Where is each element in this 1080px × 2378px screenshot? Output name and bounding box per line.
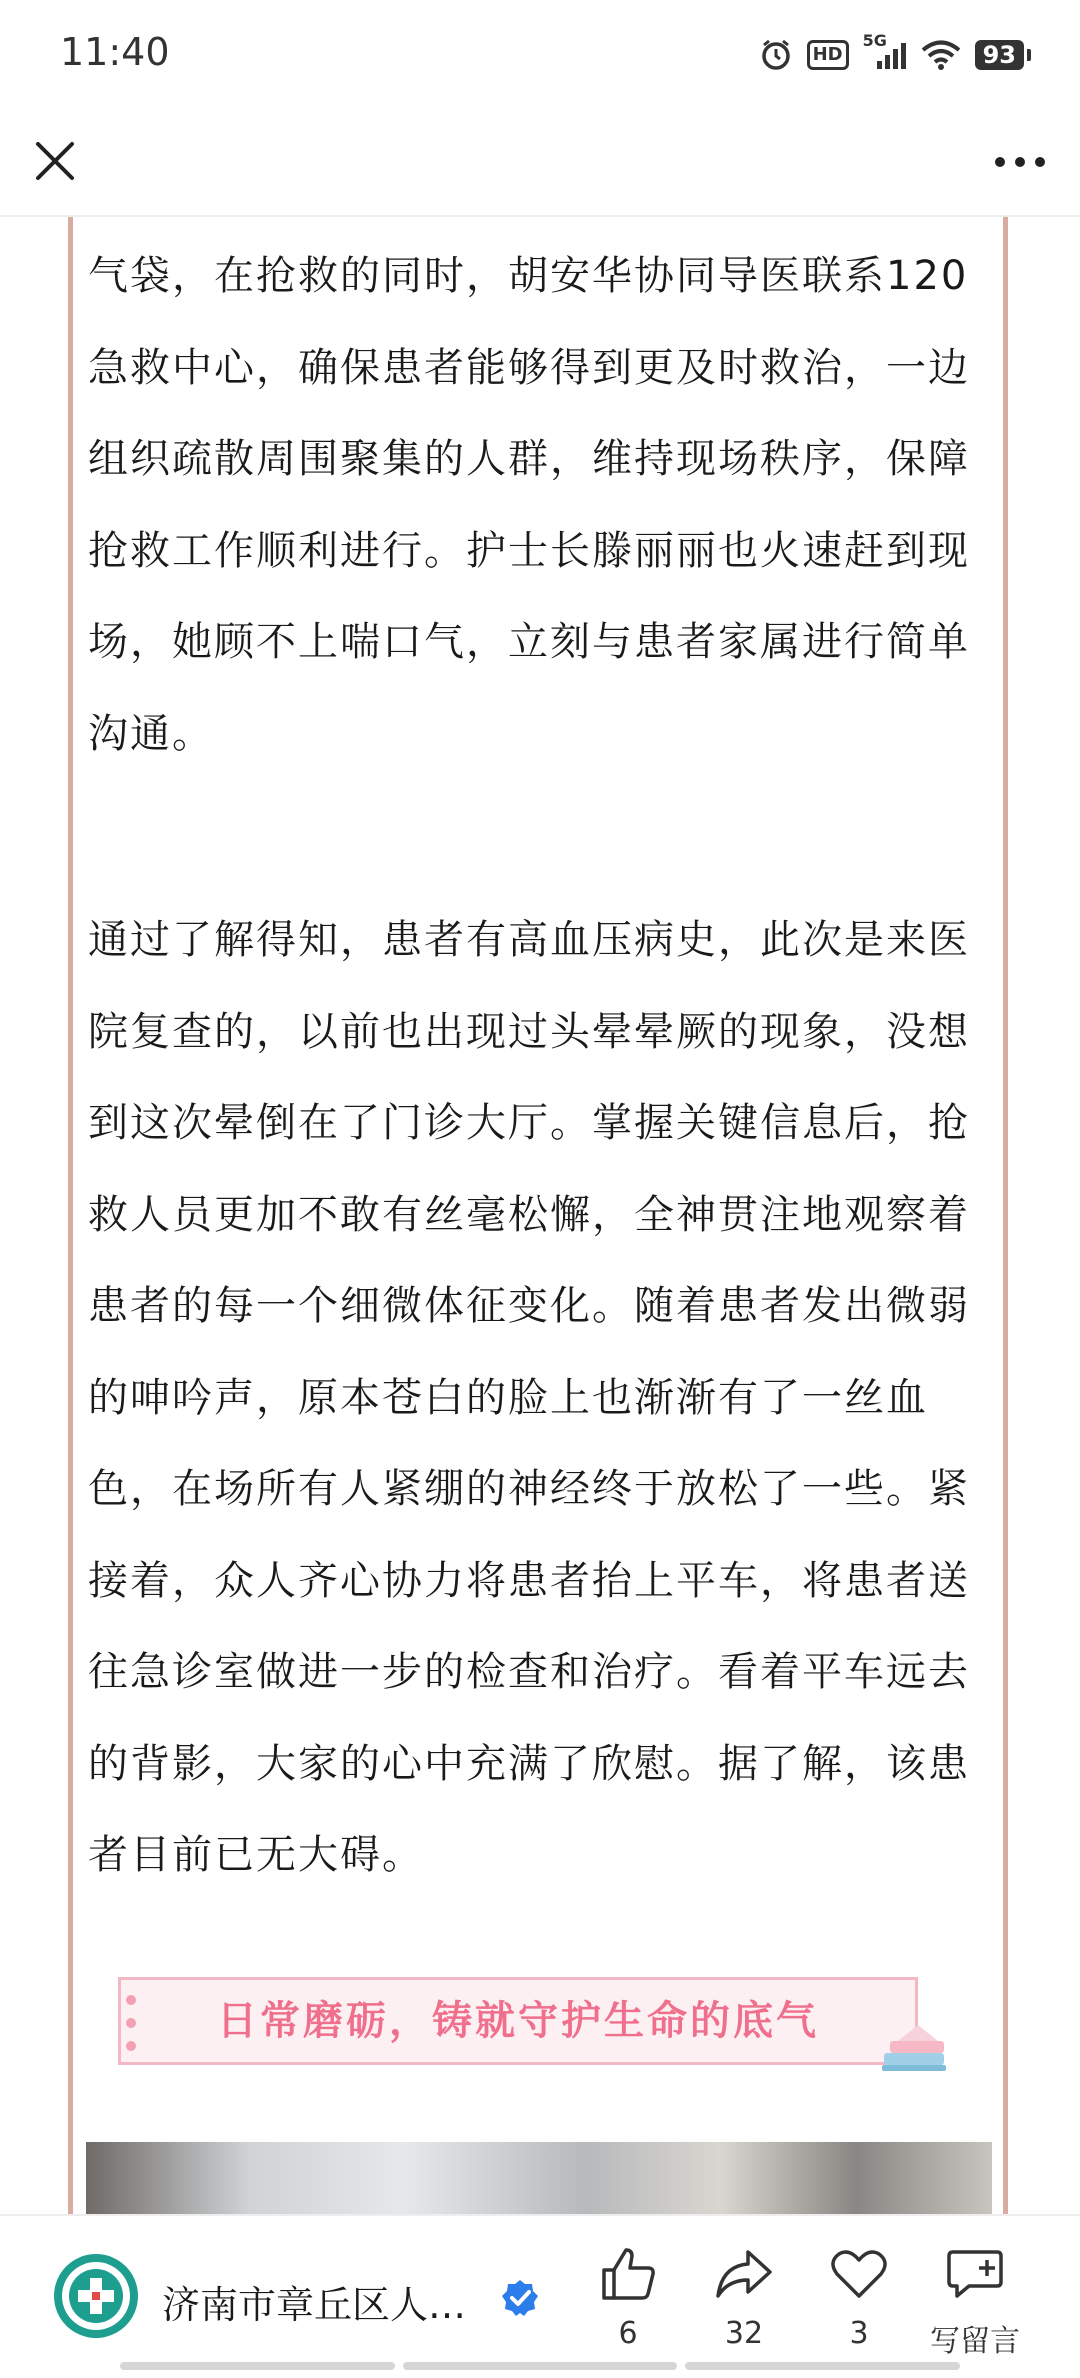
hd-badge: HD — [807, 40, 849, 70]
section-banner — [118, 1969, 918, 2069]
status-bar — [0, 0, 1080, 110]
more-icon — [990, 140, 1050, 184]
network-label: 5G — [862, 31, 887, 50]
battery-indicator: 93 — [975, 40, 1024, 70]
alarm-icon — [759, 38, 793, 72]
comment-label: 写留言 — [930, 2324, 1020, 2359]
top-nav — [0, 110, 1080, 217]
close-button[interactable] — [30, 136, 80, 186]
favorite-count: 3 — [849, 2316, 869, 2351]
like-count: 6 — [618, 2316, 638, 2351]
status-icons — [759, 31, 1024, 72]
share-button[interactable] — [689, 2246, 799, 2351]
account-avatar[interactable] — [52, 2252, 140, 2340]
like-button[interactable] — [573, 2246, 683, 2351]
more-button[interactable] — [990, 140, 1050, 184]
account-name[interactable]: 济南市章丘区人… — [162, 2283, 467, 2327]
article-paragraph: 气袋，在抢救的同时，胡安华协同导医联系120急救中心，确保患者能够得到更及时救治，一边组织疏散周围聚集的人群，维持现场秩序，保障抢救工作顺利进行。护士长滕丽丽也火速赶到现场，她顾不上喘口气，立刻与患者家属进行简单沟通。 — [88, 253, 970, 757]
article-content[interactable] — [0, 217, 1080, 2214]
wifi-icon — [921, 39, 961, 71]
comment-button[interactable] — [920, 2246, 1030, 2360]
section-heading: 日常磨砺，铸就守护生命的底气 — [217, 1998, 819, 2044]
frame-border-left — [68, 217, 73, 2214]
share-count: 32 — [724, 2316, 764, 2351]
article-paragraph: 通过了解得知，患者有高血压病史，此次是来医院复查的，以前也出现过头晕晕厥的现象，没想到这次晕倒在了门诊大厅。掌握关键信息后，抢救人员更加不敢有丝毫松懈，全神贯注地观察着患者的每一个细微体征变化。随着患者发出微弱的呻吟声，原本苍白的脸上也渐渐有了一丝血色，在场所有人紧绷的神经终于放松了一些。紧接着，众人齐心协力将患者抬上平车，将患者送往急诊室做进一步的检查和治疗。看着平车远去的背影，大家的心中充满了欣慰。据了解，该患者目前已无大碍。 — [88, 917, 970, 1878]
verified-icon — [500, 2278, 540, 2318]
signal-icon — [862, 31, 907, 71]
favorite-icon — [829, 2246, 889, 2302]
article-photo — [86, 2142, 992, 2214]
home-indicator — [120, 2362, 960, 2370]
share-icon — [714, 2246, 774, 2302]
frame-border-right — [1003, 217, 1008, 2214]
bottom-bar — [0, 2214, 1080, 2378]
comment-icon — [945, 2246, 1005, 2302]
close-icon — [30, 136, 80, 186]
like-icon — [598, 2246, 658, 2302]
status-time: 11:40 — [60, 30, 170, 74]
books-icon — [878, 2019, 958, 2079]
favorite-button[interactable] — [804, 2246, 914, 2351]
